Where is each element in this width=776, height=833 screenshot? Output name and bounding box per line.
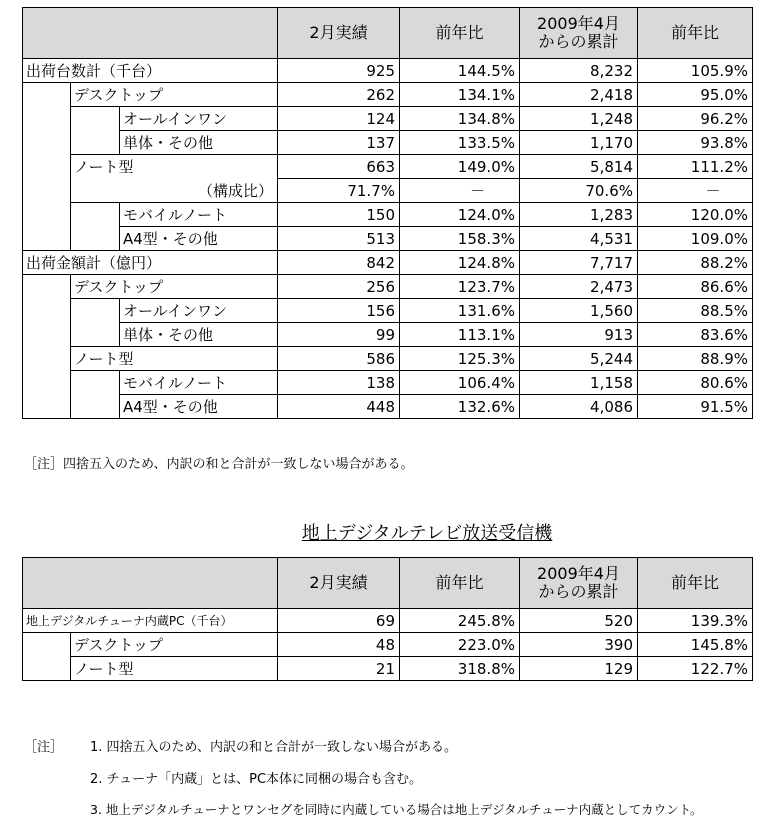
cell: 88.9% <box>638 347 753 371</box>
row-label: 地上デジタルチューナ内蔵PC（千台） <box>23 609 278 633</box>
cell: 96.2% <box>638 107 753 131</box>
indent-spacer <box>23 275 71 419</box>
cell: 88.5% <box>638 299 753 323</box>
cell: 245.8% <box>400 609 520 633</box>
table-row <box>23 323 753 347</box>
cell: 4,531 <box>520 227 638 251</box>
cell: 137 <box>278 131 400 155</box>
cell: 4,086 <box>520 395 638 419</box>
cell: 144.5% <box>400 59 520 83</box>
pc-shipment-table <box>22 7 753 419</box>
cell: 131.6% <box>400 299 520 323</box>
table-row <box>23 371 753 395</box>
cell: 586 <box>278 347 400 371</box>
header-yoy-cumulative: 前年比 <box>638 8 753 59</box>
cell: 156 <box>278 299 400 323</box>
table-row <box>23 155 753 179</box>
cell: 111.2% <box>638 155 753 179</box>
cell: 138 <box>278 371 400 395</box>
cell: 663 <box>278 155 400 179</box>
cell: 99 <box>278 323 400 347</box>
cell: 106.4% <box>400 371 520 395</box>
indent-spacer <box>71 203 120 251</box>
row-label: デスクトップ <box>71 633 278 657</box>
row-label: A4型・その他 <box>120 227 278 251</box>
cell: 158.3% <box>400 227 520 251</box>
table-row <box>23 59 753 83</box>
note-item-3: 3. 地上デジタルチューナとワンセグを同時に内蔵している場合は地上デジタルチューナ内蔵としてカウント。 <box>90 802 703 817</box>
cell: 1,560 <box>520 299 638 323</box>
cell: 8,232 <box>520 59 638 83</box>
cell: 123.7% <box>400 275 520 299</box>
cell: 124.0% <box>400 203 520 227</box>
digital-tv-table <box>22 557 753 681</box>
cell: － <box>400 179 520 203</box>
cell: 93.8% <box>638 131 753 155</box>
cell: 390 <box>520 633 638 657</box>
table-row <box>23 203 753 227</box>
indent-spacer <box>71 107 120 155</box>
row-label: デスクトップ <box>71 275 278 299</box>
header-yoy: 前年比 <box>400 8 520 59</box>
cell: 95.0% <box>638 83 753 107</box>
note-item-2: 2. チューナ「内蔵」とは、PC本体に同梱の場合も含む。 <box>90 772 423 787</box>
cell: 122.7% <box>638 657 753 681</box>
cell: 105.9% <box>638 59 753 83</box>
cell: 129 <box>520 657 638 681</box>
cell: 83.6% <box>638 323 753 347</box>
cell: 134.1% <box>400 83 520 107</box>
table-row <box>23 299 753 323</box>
cell: 120.0% <box>638 203 753 227</box>
table-row <box>23 633 753 657</box>
cell: 150 <box>278 203 400 227</box>
section-title: 地上デジタルテレビ放送受信機 <box>301 523 553 544</box>
header-row <box>23 8 753 59</box>
cell: 91.5% <box>638 395 753 419</box>
cell: 262 <box>278 83 400 107</box>
row-label: ノート型 <box>71 347 278 371</box>
cell: 842 <box>278 251 400 275</box>
row-label: モバイルノート <box>120 371 278 395</box>
header-monthly: 2月実績 <box>278 558 400 609</box>
table-row <box>23 107 753 131</box>
cell: 5,814 <box>520 155 638 179</box>
row-label: 出荷金額計（億円） <box>23 251 278 275</box>
cell: 88.2% <box>638 251 753 275</box>
header-row <box>23 558 753 609</box>
cell: 134.8% <box>400 107 520 131</box>
cell: 48 <box>278 633 400 657</box>
table-row <box>23 347 753 371</box>
table-row <box>23 131 753 155</box>
row-label: 出荷台数計（千台） <box>23 59 278 83</box>
cell: 125.3% <box>400 347 520 371</box>
indent-spacer <box>23 633 71 681</box>
table-row <box>23 179 753 203</box>
cell: 513 <box>278 227 400 251</box>
header-yoy-cumulative: 前年比 <box>638 558 753 609</box>
table-row <box>23 609 753 633</box>
header-corner <box>23 8 278 59</box>
cell: 69 <box>278 609 400 633</box>
header-monthly: 2月実績 <box>278 8 400 59</box>
cell: 318.8% <box>400 657 520 681</box>
cell: 133.5% <box>400 131 520 155</box>
note-item-1: 1. 四捨五入のため、内訳の和と合計が一致しない場合がある。 <box>90 740 458 755</box>
row-label: モバイルノート <box>120 203 278 227</box>
cell: 149.0% <box>400 155 520 179</box>
row-label: 単体・その他 <box>120 131 278 155</box>
cell: 256 <box>278 275 400 299</box>
cell: 109.0% <box>638 227 753 251</box>
cell: 86.6% <box>638 275 753 299</box>
indent-spacer <box>71 299 120 347</box>
cell: 913 <box>520 323 638 347</box>
cell: 145.8% <box>638 633 753 657</box>
header-cumulative: 2009年4月 からの累計 <box>520 558 638 609</box>
indent-spacer <box>23 83 71 251</box>
table-row <box>23 657 753 681</box>
row-label: オールインワン <box>120 107 278 131</box>
table-row <box>23 83 753 107</box>
cell: 113.1% <box>400 323 520 347</box>
cell: 124.8% <box>400 251 520 275</box>
cell: 520 <box>520 609 638 633</box>
cell: 1,283 <box>520 203 638 227</box>
row-label: 単体・その他 <box>120 323 278 347</box>
cell: 139.3% <box>638 609 753 633</box>
row-label: オールインワン <box>120 299 278 323</box>
cell: 7,717 <box>520 251 638 275</box>
row-label: （構成比） <box>71 179 278 203</box>
cell: 2,473 <box>520 275 638 299</box>
table-row <box>23 227 753 251</box>
cell: 448 <box>278 395 400 419</box>
cell: 2,418 <box>520 83 638 107</box>
cell: 1,248 <box>520 107 638 131</box>
header-cumulative: 2009年4月 からの累計 <box>520 8 638 59</box>
indent-spacer <box>71 371 120 419</box>
cell: 124 <box>278 107 400 131</box>
cell: 132.6% <box>400 395 520 419</box>
table1-note: ［注］四捨五入のため、内訳の和と合計が一致しない場合がある。 <box>24 457 414 472</box>
header-yoy: 前年比 <box>400 558 520 609</box>
cell: 80.6% <box>638 371 753 395</box>
notes-prefix: ［注］ <box>24 740 64 755</box>
row-label: ノート型 <box>71 657 278 681</box>
header-corner <box>23 558 278 609</box>
row-label: ノート型 <box>71 155 278 179</box>
table-row <box>23 251 753 275</box>
cell: 70.6% <box>520 179 638 203</box>
row-label: デスクトップ <box>71 83 278 107</box>
cell: － <box>638 179 753 203</box>
cell: 21 <box>278 657 400 681</box>
cell: 1,158 <box>520 371 638 395</box>
cell: 223.0% <box>400 633 520 657</box>
cell: 925 <box>278 59 400 83</box>
cell: 71.7% <box>278 179 400 203</box>
table-row <box>23 275 753 299</box>
cell: 5,244 <box>520 347 638 371</box>
cell: 1,170 <box>520 131 638 155</box>
row-label: A4型・その他 <box>120 395 278 419</box>
table-row <box>23 395 753 419</box>
